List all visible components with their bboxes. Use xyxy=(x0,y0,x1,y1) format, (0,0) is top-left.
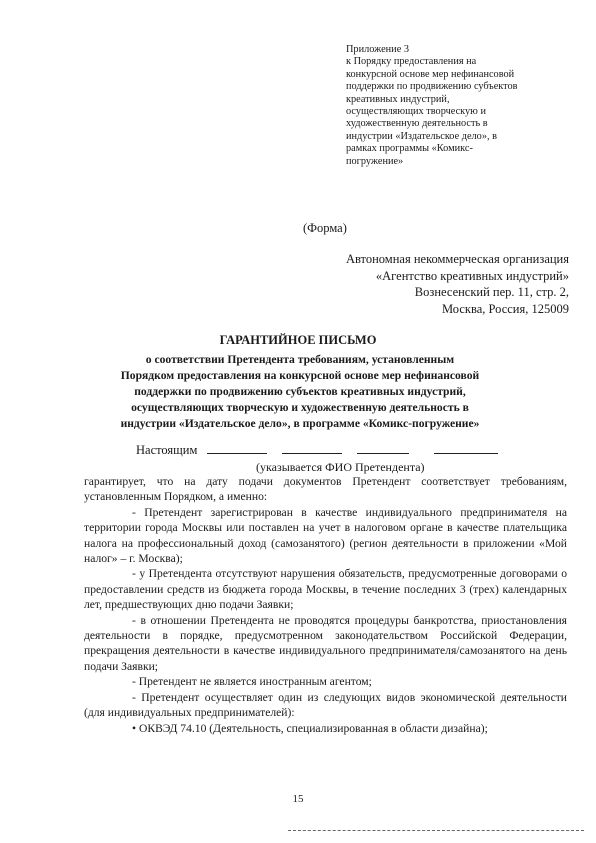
name-caption: (указывается ФИО Претендента) xyxy=(256,460,425,474)
addressee-line: Вознесенский пер. 11, стр. 2, xyxy=(414,285,569,299)
appendix-line: поддержки по продвижению субъектов xyxy=(346,81,518,93)
addressee-line: Автономная некоммерческая организация xyxy=(345,252,569,266)
body-paragraph: • ОКВЭД 74.10 (Деятельность, специализированная в области дизайна); xyxy=(132,721,488,735)
name-blank-2 xyxy=(282,443,342,454)
subtitle-line: индустрии «Издательское дело», в программе «Комикс-погружение» xyxy=(120,417,480,430)
letter-title: ГАРАНТИЙНОЕ ПИСЬМО xyxy=(219,333,377,347)
appendix-line: осуществляющих творческую и xyxy=(346,106,486,118)
addressee-line: Москва, Россия, 125009 xyxy=(441,301,569,316)
appendix-line: погружение» xyxy=(346,155,404,167)
subtitle-line: о соответствии Претендента требованиям, установленным xyxy=(145,353,455,366)
appendix-line: художественную деятельность в xyxy=(346,118,488,130)
subtitle-line: Порядком предоставления на конкурсной основе мер нефинансовой xyxy=(120,369,480,382)
addressee-line: «Агентство креативных индустрий» xyxy=(375,268,569,283)
body-paragraph: гарантирует, что на дату подачи документов Претендент соответствует требованиям, установленным Порядком, а именно: xyxy=(84,475,567,504)
form-label: (Форма) xyxy=(303,221,347,235)
body-paragraph: - Претендент осуществляет один из следующих видов экономической деятельности (для индивидуальных предпринимателей): xyxy=(84,690,567,720)
letter-subtitle xyxy=(100,352,500,432)
subtitle-line: поддержки по продвижению субъектов креативных индустрий, xyxy=(134,385,466,398)
body-paragraph: - у Претендента отсутствуют нарушения обязательств, предусмотренные договорами о предоставлении средств из бюджета города Москвы, в течение последних 3 (трех) календарных лет, предшествующих дню подачи Заявки; xyxy=(84,567,567,612)
appendix-block xyxy=(346,44,561,168)
name-blank-1 xyxy=(207,443,267,454)
appendix-line: к Порядку предоставления на xyxy=(346,56,477,68)
body-paragraph: - Претендент не является иностранным агентом; xyxy=(132,675,372,689)
appendix-line: индустрии «Издательское дело», в xyxy=(346,130,497,142)
intro-word: Настоящим xyxy=(136,443,198,457)
addressee-block xyxy=(279,251,569,317)
appendix-line: креативных индустрий, xyxy=(346,93,450,105)
name-blank-3 xyxy=(357,443,409,454)
body-paragraph: - в отношении Претендента не проводятся процедуры банкротства, приостановления деятельности в порядке, предусмотренном законодательством Российской Федерации, прекращения деятельности в качестве индивидуального предпринимателя/самозанятого на день подачи Заявки; xyxy=(84,613,567,673)
footer-divider xyxy=(288,830,584,831)
letter-body xyxy=(84,474,567,736)
appendix-line: Приложение 3 xyxy=(346,44,409,55)
appendix-line: рамках программы «Комикс- xyxy=(346,143,473,155)
page-number: 15 xyxy=(292,793,304,805)
intro-line xyxy=(136,443,556,458)
name-blank-4 xyxy=(434,443,498,454)
subtitle-line: осуществляющих творческую и художественную деятельность в xyxy=(131,401,469,414)
appendix-line: конкурсной основе мер нефинансовой xyxy=(346,68,515,80)
body-paragraph: - Претендент зарегистрирован в качестве индивидуального предпринимателя на территории города Москвы или поставлен на учет в налоговом органе в качестве плательщика налога на профессиональный доход (самозанятого) (регион деятельности в приложении «Мой налог» – г. Москва); xyxy=(84,505,567,566)
